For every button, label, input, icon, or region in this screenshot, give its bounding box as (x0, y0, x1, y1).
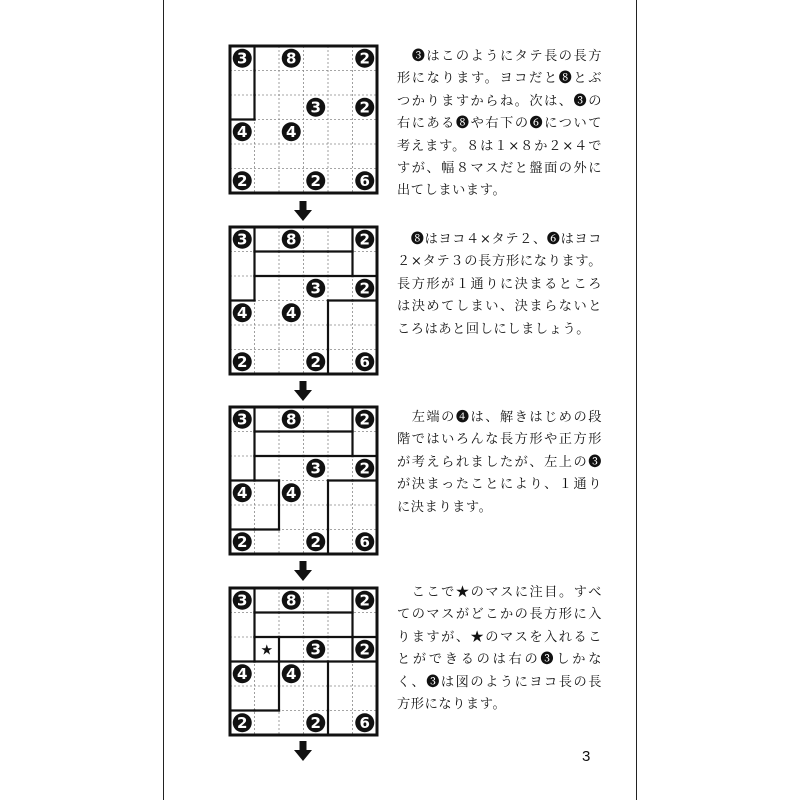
clue-number: 8 (286, 230, 297, 249)
clue-number: 3 (237, 49, 248, 68)
clue-number: 2 (310, 171, 321, 190)
clue-number: 6 (359, 713, 370, 732)
puzzle-svg (228, 405, 379, 556)
clue-number: 2 (310, 352, 321, 371)
clue-number: 4 (237, 664, 248, 683)
clue-number: 2 (310, 532, 321, 551)
clue-number: 3 (310, 279, 321, 298)
clue-number: 2 (237, 352, 248, 371)
clue-number: 4 (237, 122, 248, 141)
clue-number: 4 (286, 122, 297, 141)
clue-number: 2 (359, 459, 370, 478)
clue-number: 3 (237, 591, 248, 610)
down-arrow-icon (293, 560, 313, 582)
down-arrow-icon (293, 200, 313, 222)
clue-number: 8 (286, 410, 297, 429)
puzzle-grid-4 (228, 586, 378, 736)
clue-number: 4 (286, 483, 297, 502)
step-4-description: ここで★のマスに注目。すべてのマスがどこかの長方形に入りますが、★のマスを入れることができるのは右の❸しかなく、❸は図のようにヨコ長の長方形になります。 (397, 585, 602, 713)
clue-number: 3 (310, 459, 321, 478)
down-arrow-icon (293, 740, 313, 762)
puzzle-grid-1 (228, 44, 378, 194)
puzzle-grid-2 (228, 225, 378, 375)
clue-number: 8 (286, 591, 297, 610)
clue-number: 6 (359, 532, 370, 551)
clue-number: 2 (359, 98, 370, 117)
clue-number: 4 (237, 483, 248, 502)
clue-number: 2 (237, 713, 248, 732)
clue-number: 4 (237, 303, 248, 322)
clue-number: 2 (237, 171, 248, 190)
clue-number: 2 (359, 279, 370, 298)
clue-number: 3 (237, 410, 248, 429)
book-page (163, 0, 637, 800)
clue-number: 2 (359, 591, 370, 610)
clue-number: 6 (359, 352, 370, 371)
clue-number: 2 (359, 49, 370, 68)
step-2-description: ❽はヨコ４×タテ２、❻はヨコ２×タテ３の長方形になります。長方形が１通りに決まるところは決めてしまい、決まらないところはあと回しにしましょう。 (397, 232, 602, 337)
step-1-description: ❸はこのようにタテ長の長方形になります。ヨコだと❽とぶつかりますからね。次は、❸の右にある❽や右下の❻について考えます。８は１×８か２×４ですが、幅８マスだと盤面の外に出てしまいます。 (397, 49, 602, 199)
clue-number: 4 (286, 303, 297, 322)
star-marker: ★ (260, 642, 274, 659)
clue-number: 6 (359, 171, 370, 190)
clue-number: 2 (359, 230, 370, 249)
clue-number: 2 (359, 410, 370, 429)
clue-number: 3 (237, 230, 248, 249)
clue-number: 2 (237, 532, 248, 551)
clue-number: 3 (310, 640, 321, 659)
clue-number: 2 (310, 713, 321, 732)
puzzle-grid-3 (228, 405, 378, 555)
puzzle-svg (228, 225, 379, 376)
clue-number: 3 (310, 98, 321, 117)
page-number: 3 (582, 748, 591, 765)
puzzle-svg (228, 44, 379, 195)
clue-number: 2 (359, 640, 370, 659)
puzzle-svg (228, 586, 379, 737)
step-3-description: 左端の❹は、解きはじめの段階ではいろんな長方形や正方形が考えられましたが、左上の❸が決まったことにより、１通りに決まります。 (397, 410, 602, 515)
clue-number: 4 (286, 664, 297, 683)
clue-number: 8 (286, 49, 297, 68)
down-arrow-icon (293, 380, 313, 402)
